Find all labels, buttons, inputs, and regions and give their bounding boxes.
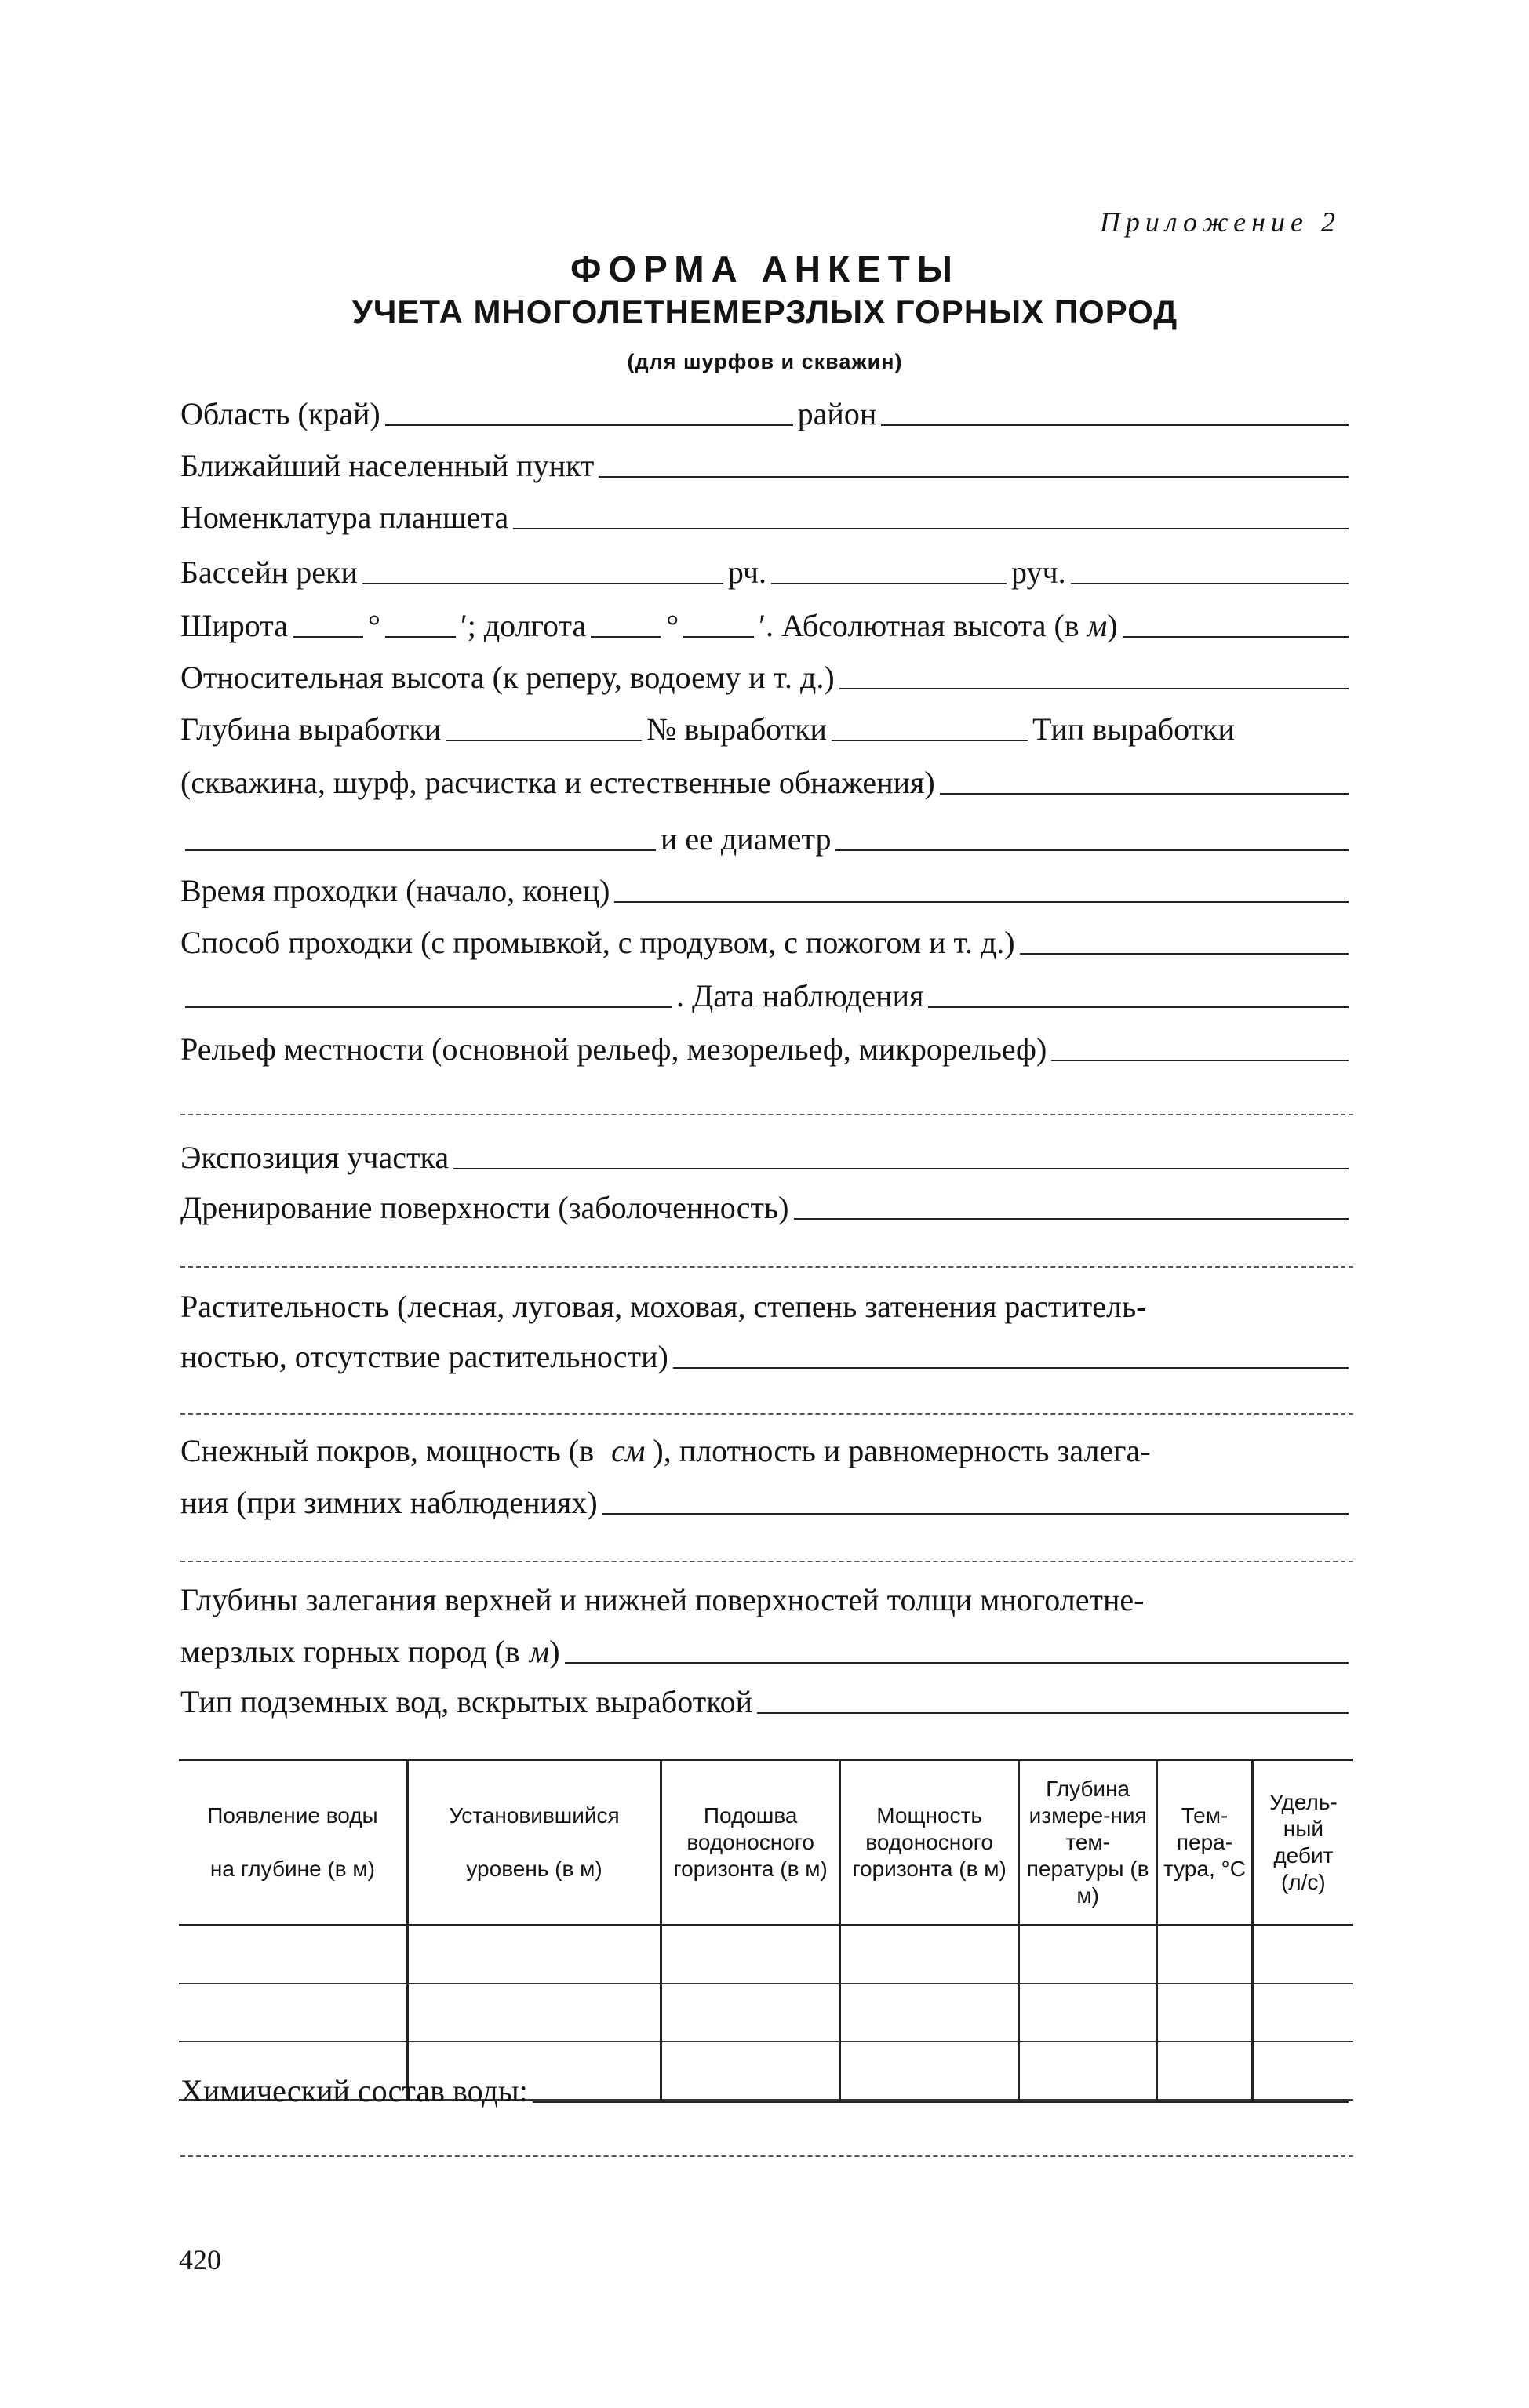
permafrost-label-2a: мерзлых горных пород (в	[180, 1634, 520, 1669]
table-cell[interactable]	[1019, 1926, 1157, 1984]
line-method	[180, 919, 1353, 966]
diameter-blank[interactable]	[835, 849, 1349, 851]
table-cell[interactable]	[840, 1984, 1019, 2042]
time-label: Время проходки (начало, конец)	[180, 873, 610, 908]
header-steady-level: Установившийся уровень (в м)	[407, 1760, 661, 1926]
longitude-deg-blank[interactable]	[591, 636, 661, 638]
table-cell[interactable]	[840, 1926, 1019, 1984]
depth-label: Глубина выработки	[180, 711, 442, 747]
vegetation-label-2: ностью, отсутствие растительности)	[180, 1339, 668, 1374]
line-date	[180, 973, 1353, 1020]
river-blank[interactable]	[771, 583, 1007, 584]
header-water-appearance: Появление воды на глубине (в м)	[179, 1760, 407, 1926]
deg-mark-1: °	[367, 608, 380, 643]
relative-height-blank[interactable]	[839, 688, 1349, 689]
table-cell[interactable]	[1252, 1926, 1353, 1984]
exposure-label: Экспозиция участка	[180, 1140, 450, 1175]
line-groundwater	[180, 1679, 1353, 1726]
settlement-label: Ближайший населенный пункт	[180, 448, 595, 483]
line-permafrost-1	[180, 1577, 1353, 1624]
permafrost-unit: м	[529, 1634, 550, 1669]
header-specific-yield: Удель-ный дебит (л/с)	[1252, 1760, 1353, 1926]
table-cell[interactable]	[1157, 1984, 1253, 2042]
nomenclature-blank[interactable]	[513, 528, 1349, 529]
line-vegetation-2	[180, 1333, 1353, 1380]
table-cell[interactable]	[661, 1926, 840, 1984]
table-cell[interactable]	[661, 1984, 840, 2042]
drainage-label: Дренирование поверхности (заболоченность)	[180, 1190, 789, 1225]
time-blank[interactable]	[614, 901, 1349, 903]
line-exposure	[180, 1134, 1353, 1181]
deg-mark-2: °	[666, 608, 679, 643]
region-label: Область (край)	[180, 396, 380, 431]
table-row	[179, 1984, 1353, 2042]
diameter-label: и ее диаметр	[661, 821, 832, 857]
depth-blank[interactable]	[446, 740, 642, 741]
form-title: ФОРМА АНКЕТЫ	[570, 249, 959, 289]
line-time	[180, 868, 1353, 915]
permafrost-label-2b: )	[549, 1634, 560, 1669]
line-relative-height	[180, 654, 1353, 701]
chemistry-label: Химический состав воды:	[180, 2073, 528, 2108]
altitude-label: ′. Абсолютная высота (в	[759, 608, 1079, 643]
line-permafrost-2	[180, 1628, 1353, 1675]
altitude-blank[interactable]	[1123, 636, 1349, 638]
table-cell[interactable]	[1157, 1926, 1253, 1984]
longitude-min-blank[interactable]	[683, 636, 754, 638]
method-label: Способ проходки (с промывкой, с продувом, с пожогом и т. д.)	[180, 925, 1015, 960]
line-type-options	[180, 759, 1353, 806]
header-aquifer-base: Подошва водоносного горизонта (в м)	[661, 1760, 840, 1926]
table-cell[interactable]	[407, 1926, 661, 1984]
type-continued-blank[interactable]	[185, 849, 656, 851]
exposure-blank[interactable]	[453, 1168, 1349, 1169]
relief-blank[interactable]	[1051, 1060, 1349, 1061]
number-blank[interactable]	[832, 740, 1028, 741]
type-label: Тип выработки	[1032, 711, 1235, 747]
creek-label: руч.	[1011, 555, 1066, 590]
permafrost-label-1: Глубины залегания верхней и нижней поверхностей толщи многолетне-	[180, 1582, 1145, 1617]
groundwater-label: Тип подземных вод, вскрытых выработкой	[180, 1684, 753, 1719]
appendix-label: Приложение 2	[1099, 206, 1341, 238]
latitude-deg-blank[interactable]	[293, 636, 363, 638]
latitude-label: Широта	[180, 608, 288, 643]
type-options-label: (скважина, шурф, расчистка и естественные обнажения)	[180, 765, 935, 800]
snow-unit: см	[611, 1433, 646, 1468]
basin-label: Бассейн реки	[180, 555, 358, 590]
table-cell[interactable]	[1252, 1984, 1353, 2042]
snow-continued-line[interactable]	[180, 1561, 1353, 1562]
date-blank[interactable]	[928, 1006, 1349, 1008]
form-note: (для шурфов и скважин)	[627, 350, 903, 373]
altitude-paren: )	[1107, 608, 1118, 643]
relative-height-label: Относительная высота (к реперу, водоему и т. д.)	[180, 660, 835, 695]
table-header-row	[179, 1760, 1353, 1926]
method-continued-blank[interactable]	[185, 1006, 672, 1008]
nomenclature-label: Номенклатура планшета	[180, 500, 509, 535]
settlement-blank[interactable]	[599, 476, 1349, 478]
method-blank[interactable]	[1020, 953, 1349, 955]
drainage-continued-line[interactable]	[180, 1266, 1353, 1268]
line-chemistry	[180, 2068, 1353, 2115]
chemistry-blank[interactable]	[533, 2101, 1349, 2103]
header-temperature: Тем-пера-тура, °С	[1157, 1760, 1253, 1926]
line-snow-2	[180, 1479, 1353, 1526]
permafrost-blank[interactable]	[565, 1662, 1349, 1664]
vegetation-blank[interactable]	[673, 1367, 1349, 1369]
relief-label: Рельеф местности (основной рельеф, мезорельеф, микрорельеф)	[180, 1031, 1047, 1067]
line-vegetation-1	[180, 1283, 1353, 1330]
line-depth	[180, 706, 1353, 753]
groundwater-table	[179, 1759, 1353, 2101]
snow-label-1a: Снежный покров, мощность (в	[180, 1433, 595, 1468]
header-measurement-depth: Глубина измере-ния тем-пературы (в м)	[1019, 1760, 1157, 1926]
basin-blank[interactable]	[362, 583, 723, 584]
chemistry-continued-line[interactable]	[180, 2155, 1353, 2157]
line-coordinates	[180, 602, 1353, 649]
number-label: № выработки	[646, 711, 827, 747]
line-settlement	[180, 442, 1353, 489]
line-snow-1	[180, 1428, 1353, 1475]
page-number: 420	[179, 2244, 221, 2275]
river-label: рч.	[727, 555, 767, 590]
groundwater-blank[interactable]	[757, 1712, 1349, 1714]
district-blank[interactable]	[881, 424, 1349, 426]
table-cell[interactable]	[1019, 1984, 1157, 2042]
table-cell[interactable]	[179, 1984, 407, 2042]
drainage-blank[interactable]	[794, 1218, 1349, 1220]
latitude-min-blank[interactable]	[385, 636, 456, 638]
line-region	[180, 391, 1353, 438]
line-diameter	[180, 816, 1353, 863]
longitude-label: ′; долгота	[460, 608, 587, 643]
snow-blank[interactable]	[602, 1513, 1349, 1515]
table-row	[179, 1926, 1353, 1984]
relief-continued-line[interactable]	[180, 1114, 1353, 1115]
snow-label-1b: ), плотность и равномерность залега-	[653, 1433, 1151, 1468]
type-blank[interactable]	[940, 793, 1349, 795]
snow-label-2: ния (при зимних наблюдениях)	[180, 1485, 598, 1520]
vegetation-continued-line[interactable]	[180, 1413, 1353, 1415]
district-label: район	[797, 396, 877, 431]
header-aquifer-thickness: Мощность водоносного горизонта (в м)	[840, 1760, 1019, 1926]
table-cell[interactable]	[179, 1926, 407, 1984]
line-nomenclature	[180, 494, 1353, 541]
vegetation-label-1: Растительность (лесная, луговая, моховая, степень затенения раститель-	[180, 1289, 1147, 1324]
creek-blank[interactable]	[1071, 583, 1349, 584]
form-subtitle: УЧЕТА МНОГОЛЕТНЕМЕРЗЛЫХ ГОРНЫХ ПОРОД	[351, 293, 1178, 330]
date-label: . Дата наблюдения	[676, 978, 924, 1013]
line-relief	[180, 1026, 1353, 1073]
line-basin	[180, 549, 1353, 596]
region-blank[interactable]	[385, 424, 793, 426]
table-cell[interactable]	[407, 1984, 661, 2042]
line-drainage	[180, 1184, 1353, 1231]
altitude-unit: м	[1087, 608, 1108, 643]
